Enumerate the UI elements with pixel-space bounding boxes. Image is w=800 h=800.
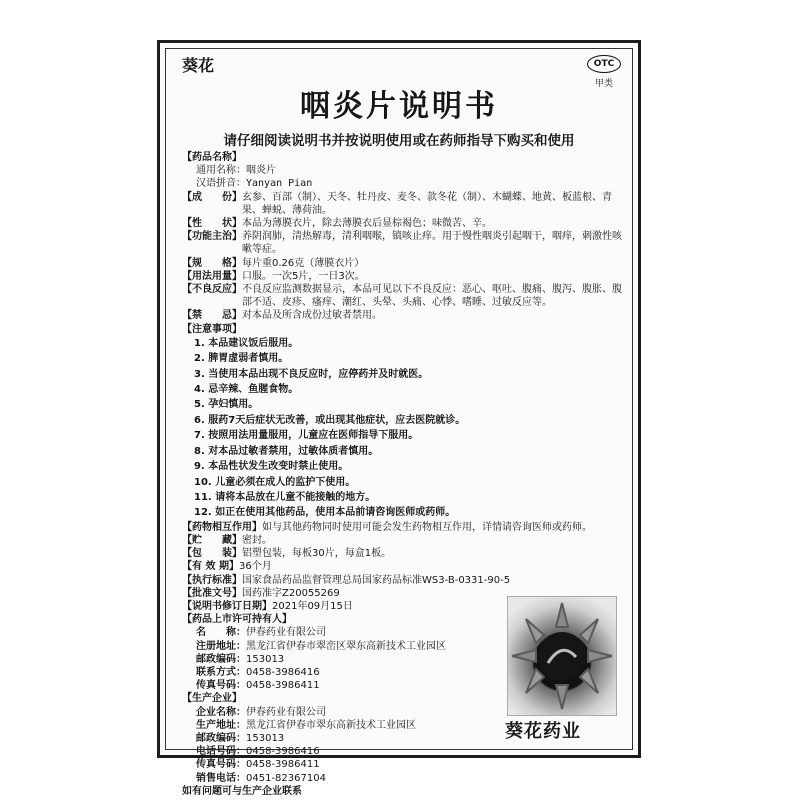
- pinyin-label: 汉语拼音：: [196, 178, 246, 190]
- manufacturer-label: 销售电话：: [196, 772, 246, 784]
- precaution-item: 3. 当使用本品出现不良反应时，应停药并及时就医。: [194, 368, 429, 380]
- pinyin-value: Yanyan Pian: [246, 178, 313, 190]
- section-label: 【性 状】: [182, 218, 242, 230]
- manufacturer-row: [182, 758, 622, 771]
- section-value: 本品为薄膜衣片，除去薄膜衣后显棕褐色；味微苦、辛。: [242, 218, 492, 230]
- section-value: 如与其他药物同时使用可能会发生药物相互作用，详情请咨询医师或药师。: [262, 521, 592, 533]
- sunflower-icon: [508, 597, 616, 715]
- section-row: [182, 283, 622, 309]
- manufacturer-header: 【生产企业】: [182, 693, 242, 705]
- section-row: [182, 230, 622, 256]
- section-value: 国家食品药品监督管理总局国家药品标准WS3-B-0331-90-5: [242, 574, 511, 586]
- section-row: [182, 191, 622, 217]
- precaution-item: 10. 儿童必须在成人的监护下使用。: [194, 476, 356, 488]
- section-label: 【批准文号】: [182, 587, 242, 599]
- precaution-item: 1. 本品建议饭后服用。: [194, 337, 299, 349]
- section-label: 【不良反应】: [182, 284, 242, 296]
- manufacturer-row: [182, 772, 622, 785]
- drug-name-header-row: [182, 151, 622, 164]
- holder-value: 0458-3986416: [246, 666, 320, 678]
- precaution-item: 5. 孕妇慎用。: [194, 399, 259, 411]
- section-value: 36个月: [238, 561, 272, 573]
- precaution-item: 9. 本品性状发生改变时禁止使用。: [194, 461, 349, 473]
- manufacturer-value: 0451-82367104: [246, 772, 326, 784]
- footer-note: 如有问题可与生产企业联系: [182, 785, 302, 797]
- section-row: [182, 309, 622, 322]
- otc-badge: OTC: [587, 55, 621, 73]
- section-label: 【说明书修订日期】: [182, 600, 272, 612]
- brand-logo-top: 葵花: [182, 56, 215, 75]
- manufacturer-value: 黑龙江省伊春市翠东高新技术工业园区: [246, 719, 416, 731]
- footer-note-row: [182, 785, 622, 798]
- section-row: [182, 534, 622, 547]
- generic-name-row: [182, 164, 622, 177]
- holder-value: 伊春药业有限公司: [246, 627, 326, 639]
- section-value: 口服。一次5片，一日3次。: [242, 270, 365, 282]
- section-label: 【功能主治】: [182, 231, 242, 243]
- manufacturer-value: 伊春药业有限公司: [246, 706, 326, 718]
- holder-label: 邮政编码：: [196, 653, 246, 665]
- holder-value: 黑龙江省伊春市翠峦区翠东高新技术工业园区: [246, 640, 446, 652]
- section-value: 玄参、百部（制）、天冬、牡丹皮、麦冬、款冬花（制）、木蝴蝶、地黄、板蓝根、青果、蝉蜕、薄荷油。: [242, 191, 612, 216]
- section-row: [182, 257, 622, 270]
- section-row: [182, 560, 622, 573]
- page-subtitle: 请仔细阅读说明书并按说明使用或在药师指导下购买和使用: [223, 133, 575, 149]
- section-row: [182, 547, 622, 560]
- section-value: 对本品及所含成份过敏者禁用。: [242, 310, 382, 322]
- precaution-item: 6. 服药7天后症状无改善，或出现其他症状，应去医院就诊。: [194, 414, 466, 426]
- instruction-sheet: [157, 40, 641, 797]
- section-value: 国药准字Z20055269: [242, 587, 340, 599]
- generic-name-label: 通用名称：: [196, 165, 246, 177]
- manufacturer-row: [182, 745, 622, 758]
- section-value: 铝塑包装，每板30片，每盒1板。: [242, 548, 392, 560]
- section-label: 【有 效 期】: [182, 561, 239, 573]
- section-label: 【贮 藏】: [182, 534, 242, 546]
- section-row: [182, 217, 622, 230]
- manufacturer-label: 生产地址：: [196, 719, 246, 731]
- page-title: 咽炎片说明书: [300, 89, 498, 124]
- pinyin-row: [182, 177, 622, 190]
- holder-value: 153013: [246, 653, 285, 665]
- manufacturer-value: 0458-3986416: [246, 746, 320, 758]
- manufacturer-label: 邮政编码：: [196, 732, 246, 744]
- holder-header: 【药品上市许可持有人】: [182, 614, 292, 626]
- section-value: 养阴润肺，清热解毒，清利咽喉，镇咳止痒。用于慢性咽炎引起咽干，咽痒，刺激性咳嗽等症。: [242, 231, 622, 256]
- section-value: 每片重0.26克（薄膜衣片）: [242, 257, 365, 269]
- section-label: 【用法用量】: [182, 270, 242, 282]
- holder-value: 0458-3986411: [246, 680, 320, 692]
- brand-logo-bottom: 葵花药业: [505, 721, 581, 742]
- section-label: 【成 份】: [182, 191, 242, 203]
- sunflower-image: [507, 596, 617, 716]
- manufacturer-label: 电话号码：: [196, 746, 246, 758]
- manufacturer-value: 0458-3986411: [246, 759, 320, 771]
- manufacturer-value: 153013: [246, 732, 285, 744]
- holder-label: 传真号码：: [196, 680, 246, 692]
- precaution-item: 2. 脾胃虚弱者慎用。: [194, 353, 289, 365]
- precaution-item: 8. 对本品过敏者禁用，过敏体质者慎用。: [194, 445, 379, 457]
- precaution-item: 12. 如正在使用其他药品，使用本品前请咨询医师或药师。: [194, 507, 456, 519]
- manufacturer-label: 企业名称：: [196, 706, 246, 718]
- section-label: 【禁 忌】: [182, 310, 242, 322]
- drug-name-header: 【药品名称】: [182, 152, 242, 163]
- section-row: [182, 521, 622, 534]
- holder-label: 名 称：: [196, 627, 246, 639]
- precaution-item: 4. 忌辛辣、鱼腥食物。: [194, 384, 299, 396]
- section-label: 【规 格】: [182, 257, 242, 269]
- section-label: 【执行标准】: [182, 574, 242, 586]
- section-value: 不良反应监测数据显示，本品可见以下不良反应：恶心、呕吐、腹痛、腹泻、腹胀、腹部不适、皮疹、瘙痒、潮红、头晕、头痛、心悸、嗜睡、过敏反应等。: [242, 284, 622, 309]
- section-row: [182, 574, 622, 587]
- section-label: 【药物相互作用】: [182, 521, 262, 533]
- generic-name-value: 咽炎片: [246, 165, 276, 177]
- section-value: 2021年09月15日: [272, 600, 353, 612]
- section-label: 【包 装】: [182, 548, 242, 560]
- section-value: 密封。: [242, 534, 272, 546]
- precautions-header-row: [182, 323, 622, 336]
- precautions-header: 【注意事项】: [182, 323, 242, 335]
- section-row: [182, 270, 622, 283]
- precaution-item: 11. 请将本品放在儿童不能接触的地方。: [194, 491, 376, 503]
- holder-label: 联系方式：: [196, 666, 246, 678]
- manufacturer-label: 传真号码：: [196, 759, 246, 771]
- otc-class: 甲类: [594, 79, 613, 89]
- holder-label: 注册地址：: [196, 640, 246, 652]
- precaution-item: 7. 按照用法用量服用，儿童应在医师指导下服用。: [194, 430, 419, 442]
